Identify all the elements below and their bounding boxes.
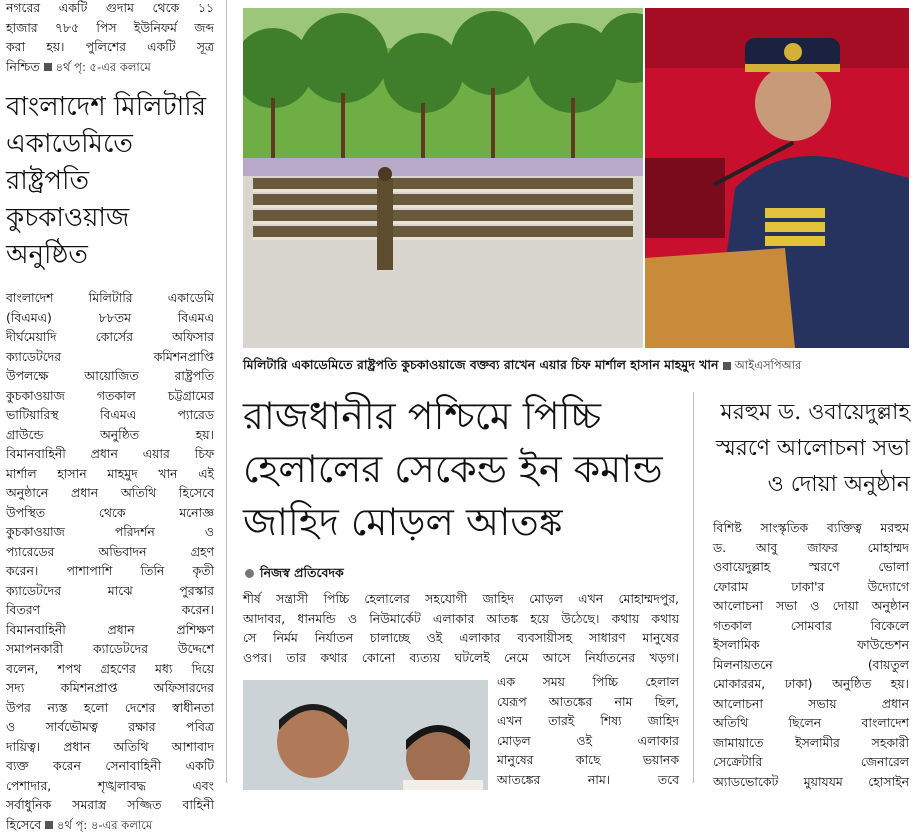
body-line: অ্যাডভোকেট মুয়াযযম হোসাইন <box>713 772 909 792</box>
headline-line: একাডেমিতে রাষ্ট্রপতি <box>6 126 214 200</box>
suspect-illustration <box>243 680 488 790</box>
body-line: এখন তারই শিষ্য জাহিদ <box>497 711 679 731</box>
body-line: ও সার্বভৌমত্ব রক্ষার পবিত্র <box>6 717 214 737</box>
headline-line: হেলালের সেকেন্ড ইন কমান্ড <box>243 443 693 496</box>
intro-last-line <box>6 57 214 78</box>
body-line: সদ্য কমিশনপ্রাপ্ত অফিসারদের <box>6 678 214 698</box>
body-line: মানুষের কাছে ভয়ানক <box>497 750 679 770</box>
body-line: বাংলাদেশ মিলিটারি একাডেমি <box>6 288 214 308</box>
headline-line: বাংলাদেশ মিলিটারি <box>6 89 214 126</box>
body-line: মিলনায়তনে (বায়তুল <box>713 655 909 675</box>
body-line: আলোচনা সভায় প্রধান <box>713 694 909 714</box>
headline-line: জাহিদ মোড়ল আতঙ্ক <box>243 496 693 549</box>
body-line: প্যারেডের অভিবাদন গ্রহণ <box>6 542 214 562</box>
body-line: অতিথি ছিলেন বাংলাদেশ <box>713 713 909 733</box>
body-line: ফোরাম ঢাকা'র উদ্যোগে <box>713 577 909 597</box>
officer-photo[interactable] <box>645 8 909 348</box>
body-line: দায়িত্ব। প্রধান অতিথি আশাবাদ <box>6 737 214 757</box>
continued-ref[interactable]: ৪র্থ পৃ: ৫-এর কলামে <box>44 60 151 74</box>
body-line: ড. আবু জাফর মোহাম্মদ <box>713 538 909 558</box>
body-line: ওবায়েদুল্লাহ স্মরণে ভোলা <box>713 557 909 577</box>
lead-line: ওপর। তার কথার কোনো ব্যত্যয় ঘটলেই নেমে আসে নির্যাতনের খড়গ। <box>243 648 679 668</box>
bullet-dot-icon <box>245 569 254 578</box>
body-line: বিমানবাহিনী প্রধান প্রশিক্ষণ <box>6 620 214 640</box>
main-headline[interactable] <box>243 390 693 549</box>
body-line: সেক্রেটারি জেনারেল <box>713 752 909 772</box>
lead-line: আদাবর, ধানমন্ডি ও নিউমার্কেট এলাকার আতঙ্ক হয়ে উঠেছে। কথায় কথায় <box>243 609 679 629</box>
body-line: পেশাদার, শৃঙ্খলাবদ্ধ এবং <box>6 776 214 796</box>
left-article-body <box>6 288 214 815</box>
body-line: মোকাররম, ঢাকা) অনুষ্ঠিত হয়। <box>713 674 909 694</box>
officer-illustration <box>645 8 909 348</box>
intro-line: হাজার ৭৮৫ পিস ইউনিফর্ম জব্দ <box>6 18 214 38</box>
body-line: উপস্থিত থেকে মনোজ্ঞ <box>6 503 214 523</box>
body-line: কুচকাওয়াজ পরিদর্শন ও <box>6 522 214 542</box>
intro-line: নগরের একটি গুদাম থেকে ১১ <box>6 0 214 18</box>
headline-line: মরহুম ড. ওবায়েদুল্লাহ <box>702 395 910 431</box>
body-line: উপর ন্যস্ত হলো দেশের স্বাধীনতা <box>6 698 214 718</box>
body-line: বিশিষ্ট সাংস্কৃতিক ব্যক্তিত্ব মরহুম <box>713 518 909 538</box>
body-line: গ্রাউন্ডে অনুষ্ঠিত হয়। <box>6 425 214 445</box>
parade-illustration <box>243 8 643 348</box>
photo-credit: আইএসপিআর <box>723 358 802 372</box>
body-line: ক্যাডেটদের মাঝে পুরস্কার <box>6 581 214 601</box>
column-divider <box>226 0 227 783</box>
lead-line: শীর্ষ সন্ত্রাসী পিচ্চি হেলালের সহযোগী জাহিদ মোড়ল এখন মোহাম্মদপুর, <box>243 589 679 609</box>
continued-ref[interactable]: ৪র্থ পৃ: ৪-এর কলামে <box>45 818 152 832</box>
body-line: আলোচনা সভা ও দোয়া অনুষ্ঠান <box>713 596 909 616</box>
suspect-photo[interactable] <box>243 680 488 790</box>
left-headline[interactable] <box>6 89 214 274</box>
lead-line: সে নির্মম নির্যাতন চালাচ্ছে ওই এলাকার ব্যবসায়ীসহ সাধারণ মানুষের <box>243 628 679 648</box>
parade-photo[interactable] <box>243 8 643 348</box>
body-last: হিসেবে <box>6 817 41 832</box>
body-line: ক্যাডেটদের কমিশনপ্রাপ্তি <box>6 347 214 367</box>
byline-text: নিজস্ব প্রতিবেদক <box>260 565 344 580</box>
body-line: বিতরণ করেন। <box>6 600 214 620</box>
square-bullet-icon <box>723 362 731 370</box>
body-line: ব্যক্ত করেন সেনাবাহিনী একটি <box>6 756 214 776</box>
body-line: জামায়াতে ইসলামীর সহকারী <box>713 733 909 753</box>
caption-text: মিলিটারি একাডেমিতে রাষ্ট্রপতি কুচকাওয়াজে বক্তব্য রাখেন এয়ার চিফ মার্শাল হাসান মাহমুদ খান <box>243 357 718 372</box>
body-line: সমাপনকারী ক্যাডেটদের উদ্দেশে <box>6 639 214 659</box>
body-line: উপলক্ষে আয়োজিত রাষ্ট্রপতি <box>6 366 214 386</box>
main-body <box>497 672 679 789</box>
column-divider <box>693 392 694 783</box>
body-line: ভাটিয়ারিস্থ বিএমএ প্যারেড <box>6 405 214 425</box>
byline <box>245 565 344 585</box>
body-line: মার্শাল হাসান মাহমুদ খান এই <box>6 464 214 484</box>
right-article-body <box>713 518 909 791</box>
body-line: মোড়ল ওই এলাকার <box>497 731 679 751</box>
headline-line: ও দোয়া অনুষ্ঠান <box>702 467 910 503</box>
square-bullet-icon <box>45 821 53 829</box>
right-headline[interactable] <box>702 395 910 503</box>
body-line: আতঙ্কের নাম। তবে <box>497 770 679 790</box>
body-line: অনুষ্ঠানে প্রধান অতিথি হিসেবে <box>6 483 214 503</box>
body-line: (বিএমএ) ৮৮তম বিএমএ <box>6 308 214 328</box>
main-lead <box>243 589 679 667</box>
body-line: ইসলামিক ফাউন্ডেশন <box>713 635 909 655</box>
body-line: এক সময় পিচ্চি হেলাল <box>497 672 679 692</box>
body-line: বলেন, শপথ গ্রহণের মধ্য দিয়ে <box>6 659 214 679</box>
headline-line: স্মরণে আলোচনা সভা <box>702 431 910 467</box>
photo-caption <box>243 357 903 377</box>
left-body-last-line <box>6 815 214 835</box>
body-line: গতকাল সোমবার বিকেলে <box>713 616 909 636</box>
body-line: দীর্ঘমেয়াদি কোর্সের অফিসার <box>6 327 214 347</box>
body-line: সর্বাধুনিক সমরাস্ত্র সজ্জিত বাহিনী <box>6 795 214 815</box>
intro-last: নিশ্চিত <box>6 59 40 74</box>
headline-line: রাজধানীর পশ্চিমে পিচ্চি <box>243 390 693 443</box>
body-line: যেরূপ আতঙ্কের নাম ছিল, <box>497 692 679 712</box>
body-line: করেন। পাশাপাশি তিনি কৃতী <box>6 561 214 581</box>
body-line: বিমানবাহিনী প্রধান এয়ার চিফ <box>6 444 214 464</box>
left-column <box>6 0 214 835</box>
square-bullet-icon <box>44 63 52 71</box>
body-line: কুচকাওয়াজ গতকাল চট্টগ্রামের <box>6 386 214 406</box>
intro-line: করা হয়। পুলিশের একটি সূত্র <box>6 37 214 57</box>
headline-line: কুচকাওয়াজ অনুষ্ঠিত <box>6 200 214 274</box>
